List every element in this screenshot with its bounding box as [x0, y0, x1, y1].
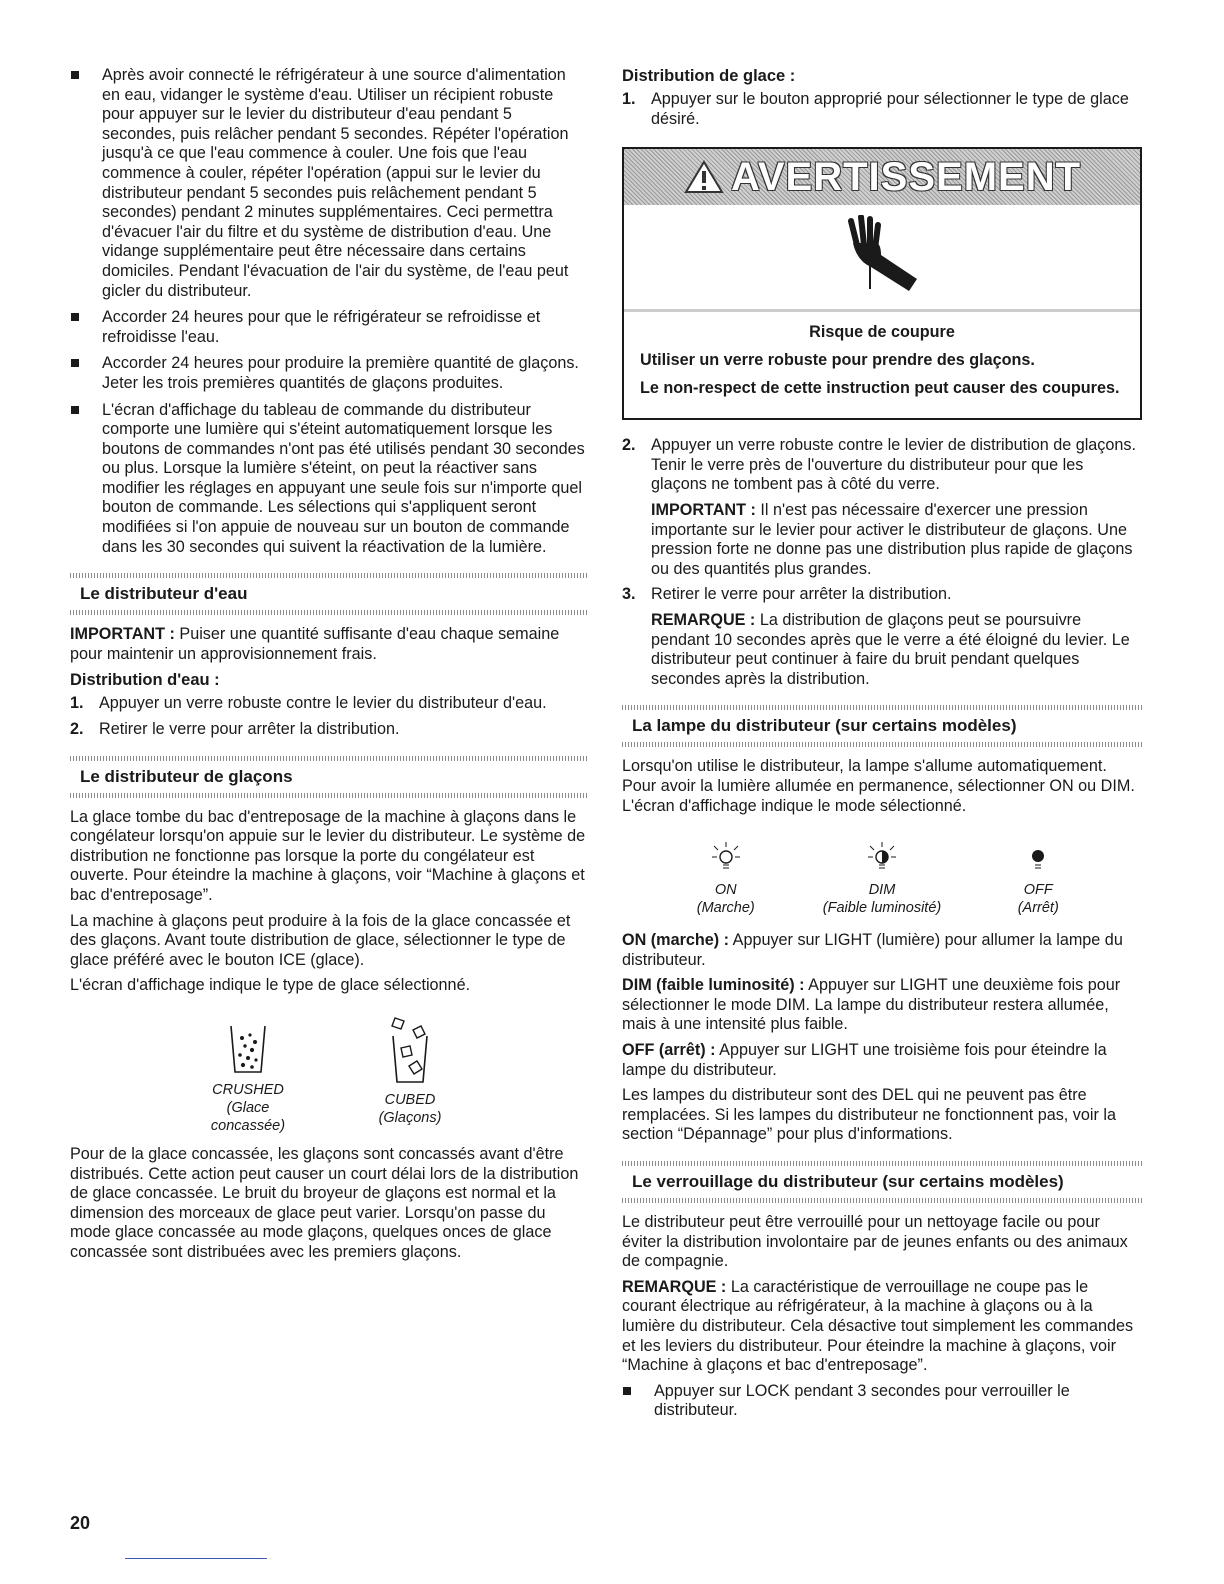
paragraph: Le distributeur peut être verrouillé pour un nettoyage facile ou pour éviter la distribution involontaire par de jeunes enfants ou des animaux de compagnie.: [622, 1213, 1128, 1271]
paragraph: La glace tombe du bac d'entreposage de la machine à glaçons dans le congélateur lorsqu'on appuie sur le levier du distributeur. Le système de distribution ne fonctionne pas lorsque la porte du congélateur est ouverte. Pour éteindre la machine à glaçons, voir “Machine à glaçons et bac d'entreposage”.: [70, 807, 586, 904]
section-title: Le verrouillage du distributeur (sur certains modèles): [632, 1172, 1064, 1192]
section-header-ice: [70, 756, 588, 798]
step-item: 2. Appuyer un verre robuste contre le levier de distribution de glaçons. Tenir le verre près de l'ouverture du distributeur pour que les glaçons ne tombent pas à côté du verre.: [622, 436, 1137, 494]
cubed-ice: CUBED (Glaçons): [350, 1014, 470, 1135]
crushed-ice-icon: [226, 1014, 270, 1076]
bulb-off-icon: [1020, 840, 1056, 876]
warning-banner: AVERTISSEMENT: [624, 149, 1140, 205]
right-column: [622, 66, 1142, 1428]
list-item: Appuyer sur LOCK pendant 3 secondes pour verrouiller le distributeur.: [622, 1382, 1142, 1421]
lamp-on: ON (Marche): [681, 840, 771, 917]
page-number: 20: [70, 1513, 91, 1533]
list-item: Après avoir connecté le réfrigérateur à une source d'alimentation en eau, vidanger le système d'eau. Utiliser un récipient robuste pour appuyer sur le levier du distributeur d'eau pendant 5 secondes, puis relâcher pendant 5 secondes. Répéter l'opération jusqu'à ce que l'eau commence à couler. Une fois que l'eau commence à couler, répéter l'opération (appui sur le levier du distributeur pendant 5 secondes puis relâchement pendant 5 secondes) pendant 2 minutes supplémentaires. Ceci permettra d'évacuer l'air du filtre et du système de distribution d'eau. Une vidange supplémentaire peut être nécessaire dans certains domiciles. Pendant l'évacuation de l'air du système, de l'eau peut gicler du distributeur.: [70, 66, 588, 301]
paragraph: ON (marche) : Appuyer sur LIGHT (lumière) pour allumer la lampe du distributeur.: [622, 931, 1123, 969]
paragraph: Lorsqu'on utilise le distributeur, la lampe s'allume automatiquement. Pour avoir la lumière allumée en permanence, sélectionner ON ou DIM. L'écran d'affichage indique le mode sélectionné.: [622, 757, 1135, 815]
step-item: 1. Appuyer un verre robuste contre le levier du distributeur d'eau.: [70, 694, 547, 713]
section-header-lock: [622, 1161, 1142, 1203]
subheading: Distribution d'eau :: [70, 671, 220, 690]
section-header-water: [70, 573, 588, 615]
warning-triangle-icon: [683, 159, 725, 195]
section-title: Le distributeur d'eau: [80, 584, 248, 604]
lamp-off: OFF (Arrêt): [993, 840, 1083, 917]
ice-type-icons: [70, 1014, 588, 1135]
paragraph: La machine à glaçons peut produire à la fois de la glace concassée et des glaçons. Avant toute distribution de glace, sélectionner le type de glace préféré avec le bouton ICE (glace).: [70, 911, 571, 969]
paragraph: DIM (faible luminosité) : Appuyer sur LIGHT une deuxième fois pour sélectionner le mode DIM. La lampe du distributeur restera allumée, mais à une intensité plus faible.: [622, 976, 1121, 1034]
important-paragraph: IMPORTANT : Puiser une quantité suffisante d'eau chaque semaine pour maintenir un approvisionnement frais.: [70, 625, 560, 663]
section-title: La lampe du distributeur (sur certains modèles): [632, 716, 1017, 736]
paragraph: Pour de la glace concassée, les glaçons sont concassés avant d'être distribués. Cette action peut causer un court délai lors de la distribution de glace concassée. Le bruit du broyeur de glaçons est normal et la dimension des morceaux de glace peut varier. Lorsqu'on passe du mode glace concassée au mode glaçons, quelques onces de glace concassée sont distribuées avec les premiers glaçons.: [70, 1144, 579, 1261]
warning-text: Risque de coupure Utiliser un verre robuste pour prendre des glaçons. Le non-respect de cette instruction peut causer des coupures.: [624, 312, 1140, 418]
lamp-dim: DIM (Faible luminosité): [823, 840, 941, 917]
bulb-on-icon: [708, 840, 744, 876]
paragraph: Les lampes du distributeur sont des DEL qui ne peuvent pas être remplacées. Si les lampes du distributeur ne fonctionnent pas, voir la section “Dépannage” pour plus d'informations.: [622, 1086, 1116, 1144]
subheading: Distribution de glace :: [622, 67, 796, 85]
note: REMARQUE : La distribution de glaçons peut se poursuivre pendant 10 secondes après que le verre a été éloigné du levier. Le distributeur peut continuer à faire du bruit pendant quelques secondes après la distribution.: [651, 610, 1130, 688]
list-item: L'écran d'affichage du tableau de commande du distributeur comporte une lumière qui s'éteint automatiquement lorsque les boutons de commandes n'ont pas été utilisés pendant 30 secondes ou plus. Lorsque la lumière s'éteint, on peut la réactiver sans modifier les réglages en appuyant une seule fois sur n'importe quel bouton de commande. Les sélections qui s'appliquent seront modifiées si l'on appuie de nouveau sur un bouton de commande dans les 30 secondes qui suivent la réactivation de la lumière.: [70, 401, 588, 558]
cubed-ice-icon: [385, 1014, 435, 1086]
hand-cut-illustration: [624, 205, 1140, 312]
bulb-dim-icon: [864, 840, 900, 876]
footer-rule: [125, 1558, 267, 1559]
lamp-mode-icons: [622, 840, 1142, 917]
paragraph: REMARQUE : La caractéristique de verrouillage ne coupe pas le courant électrique au réfrigérateur, à la machine à glaçons ou à la lumière du distributeur. Cela désactive tout simplement les commandes et les leviers du distributeur. Pour éteindre la machine à glaçons, voir “Machine à glaçons et bac d'entreposage”.: [622, 1277, 1134, 1375]
cut-hand-icon: [837, 215, 927, 299]
step-item: 3. Retirer le verre pour arrêter la distribution.: [622, 585, 952, 604]
warning-box: [622, 147, 1142, 420]
section-header-lamp: [622, 705, 1142, 747]
paragraph: OFF (arrêt) : Appuyer sur LIGHT une troisième fois pour éteindre la lampe du distributeur.: [622, 1041, 1107, 1079]
note: IMPORTANT : Il n'est pas nécessaire d'exercer une pression importante sur le levier pour activer le distributeur de glaçons. Une pression forte ne donne pas une distribution plus rapide de glaçons ou des quantités plus grandes.: [651, 500, 1133, 578]
left-column: [70, 66, 588, 1269]
list-item: Accorder 24 heures pour que le réfrigérateur se refroidisse et refroidisse l'eau.: [70, 308, 588, 347]
section-title: Le distributeur de glaçons: [80, 766, 293, 786]
list-item: Accorder 24 heures pour produire la première quantité de glaçons. Jeter les trois premières quantités de glaçons produites.: [70, 354, 588, 393]
paragraph: L'écran d'affichage indique le type de glace sélectionné.: [70, 976, 471, 995]
step-item: 2. Retirer le verre pour arrêter la distribution.: [70, 720, 400, 739]
step-item: 1. Appuyer sur le bouton approprié pour sélectionner le type de glace désiré.: [622, 90, 1129, 128]
crushed-ice: CRUSHED (Glace concassée): [188, 1014, 308, 1135]
